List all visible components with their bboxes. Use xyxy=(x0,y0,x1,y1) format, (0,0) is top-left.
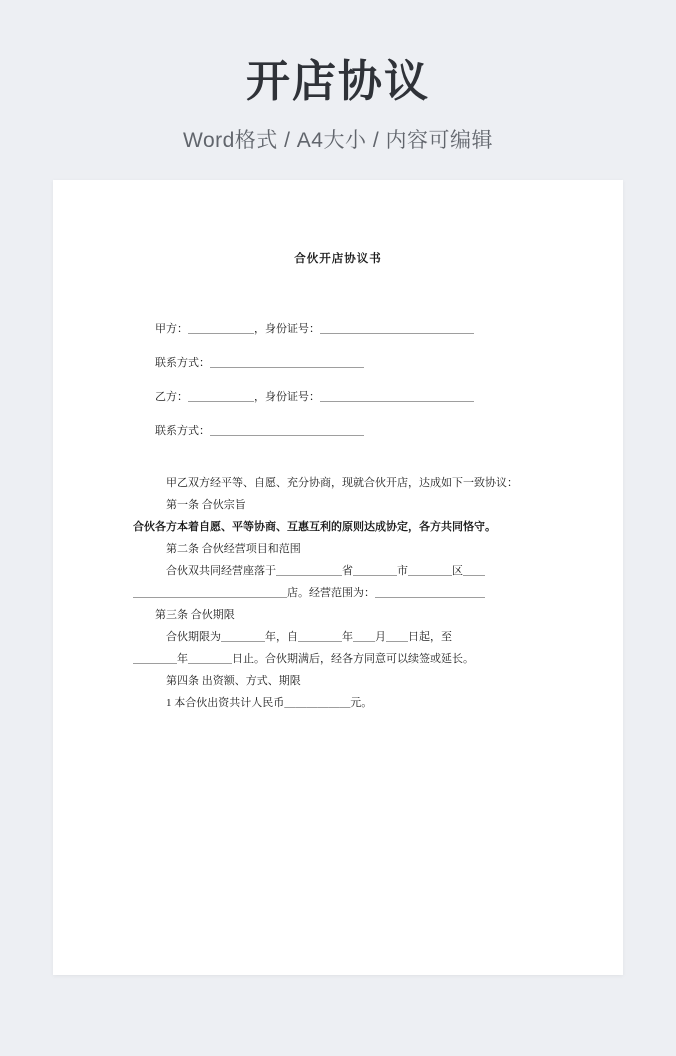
clause-2-heading: 第二条 合伙经营项目和范围 xyxy=(166,543,301,555)
clause-4-heading: 第四条 出资额、方式、期限 xyxy=(166,675,301,687)
party-a-line: 甲方：＿＿＿＿＿＿，身份证号：＿＿＿＿＿＿＿＿＿＿＿＿＿＿ xyxy=(155,323,474,335)
spacer xyxy=(133,454,543,472)
party-a-contact-line: 联系方式：＿＿＿＿＿＿＿＿＿＿＿＿＿＿ xyxy=(155,357,364,369)
page-subtitle: Word格式 / A4大小 / 内容可编辑 xyxy=(183,129,493,153)
clause-2-body-line-2: ＿＿＿＿＿＿＿＿＿＿＿＿＿＿店。经营范围为：＿＿＿＿＿＿＿＿＿＿ xyxy=(133,587,485,599)
clause-3-heading: 第三条 合伙期限 xyxy=(155,609,235,621)
clause-1-heading: 第一条 合伙宗旨 xyxy=(166,499,246,511)
party-b-line: 乙方：＿＿＿＿＿＿，身份证号：＿＿＿＿＿＿＿＿＿＿＿＿＿＿ xyxy=(155,391,474,403)
clause-3-body-line-1: 合伙期限为＿＿＿＿年，自＿＿＿＿年＿＿月＿＿日起，至 xyxy=(166,631,452,643)
intro-paragraph: 甲乙双方经平等、自愿、充分协商，现就合伙开店，达成如下一致协议： xyxy=(166,477,518,489)
clause-1-body: 合伙各方本着自愿、平等协商、互惠互利的原则达成协定，各方共同恪守。 xyxy=(133,521,496,533)
page-title: 开店协议 xyxy=(246,57,430,106)
party-b-contact-line: 联系方式：＿＿＿＿＿＿＿＿＿＿＿＿＿＿ xyxy=(155,425,364,437)
document-title: 合伙开店协议书 xyxy=(294,253,382,265)
clause-4-body: 1 本合伙出资共计人民币＿＿＿＿＿＿元。 xyxy=(166,697,373,709)
document-preview-sheet[interactable] xyxy=(53,180,623,975)
clause-3-body-line-2: ＿＿＿＿年＿＿＿＿日止。合伙期满后，经各方同意可以续签或延长。 xyxy=(133,653,474,665)
clause-2-body-line-1: 合伙双共同经营座落于＿＿＿＿＿＿省＿＿＿＿市＿＿＿＿区＿＿ xyxy=(166,565,485,577)
document-content xyxy=(53,180,623,714)
poster-header xyxy=(0,0,676,154)
